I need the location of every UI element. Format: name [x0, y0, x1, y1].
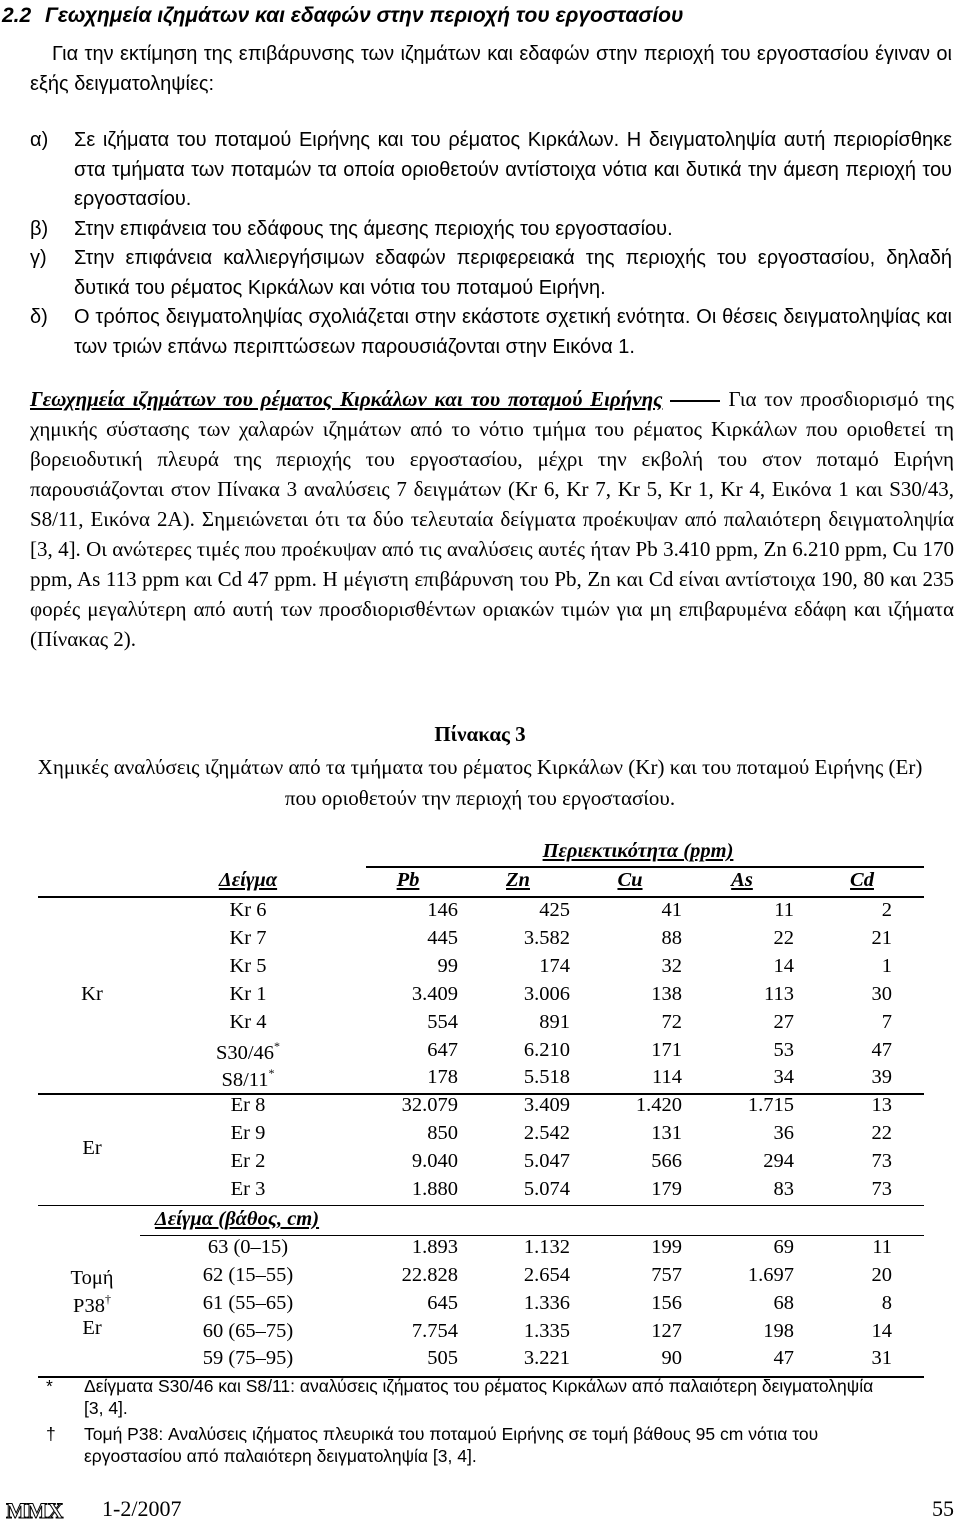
header-bottom-rule	[38, 896, 924, 898]
intro-paragraph: Για την εκτίμηση της επιβάρυνσης των ιζημάτων και εδαφών στην περιοχή του εργοστασίου έγιναν οι εξής δειγματοληψίες:	[30, 43, 952, 95]
sample-id: Kr 1	[229, 982, 267, 1005]
sample-id: 60 (65–75)	[202, 1319, 294, 1342]
table-label: Πίνακας 3	[434, 722, 526, 746]
table-cell: 113	[764, 982, 794, 1005]
table-cell: 69	[773, 1235, 794, 1258]
footnote-ref: †	[104, 1292, 111, 1307]
table-cell: 22.828	[401, 1263, 458, 1286]
table-cell: 2.542	[523, 1122, 570, 1145]
table-cell: 1.715	[747, 1094, 794, 1117]
column-header-sample: Δείγμα	[218, 869, 278, 891]
column-header-cu: Cu	[617, 869, 643, 891]
table-cell: 73	[871, 1178, 892, 1200]
table-cell: 3.582	[523, 926, 570, 949]
sample-id: Kr 6	[229, 899, 267, 921]
group-label	[0, 1292, 192, 1318]
table-cell: 3.221	[523, 1347, 570, 1370]
table-cell: 11	[774, 899, 794, 921]
group-label	[0, 983, 192, 1006]
table-cell: 1.335	[523, 1319, 570, 1342]
list-item-text: Σε ιζήματα του ποταμού Ειρήνης και του ρέματος Κιρκάλων. Η δειγματοληψία αυτή περιορίσθηκε στα τμήματα των ποταμών τα οποία οριοθετούν αντίστοιχα νότια και δυτικά την άμεση περιοχή του εργοστασίου.	[74, 129, 952, 210]
table-cell: 566	[651, 1150, 682, 1173]
table-cell: 131	[651, 1122, 682, 1145]
list-marker: α)	[30, 129, 49, 151]
table-cell: 1.893	[411, 1235, 458, 1258]
table-cell: 72	[661, 1010, 682, 1033]
sample-id: Er 3	[230, 1178, 266, 1200]
table-cell: 14	[773, 954, 794, 977]
sample-id: Er 2	[230, 1150, 266, 1173]
table-cell: 1.132	[523, 1235, 570, 1258]
footnote-ref: *	[274, 1038, 281, 1053]
sample-id: 59 (75–95)	[202, 1347, 294, 1370]
table-cell: 5.074	[523, 1178, 570, 1200]
table-cell: 39	[871, 1066, 892, 1089]
footnote-mark: *	[46, 1376, 53, 1396]
page-number: 55	[932, 1496, 954, 1521]
table-cell: 425	[539, 899, 570, 921]
table-cell: 757	[651, 1263, 682, 1286]
sample-id: Kr 5	[229, 954, 267, 977]
table-cell: 156	[651, 1291, 682, 1314]
sample-id: Kr 7	[229, 926, 267, 949]
footnote-mark: †	[46, 1424, 56, 1444]
table-cell: 7.754	[411, 1319, 458, 1342]
group-label-text: Τομή	[70, 1267, 114, 1290]
table-cell: 198	[763, 1319, 794, 1342]
table-cell: 9.040	[411, 1150, 458, 1173]
paragraph-text: Για τον προσδιορισμό της χημικής σύστασης των χαλαρών ιζημάτων από το νότιο τμήμα του ρέματος Κιρκάλων που οριοθετεί τη βορειοδυτική πλευρά της περιοχής του εργοστασίου, μέχρι την εκβολή του στον ποταμό Ειρήνη παρουσιάζονται στον Πίνακα 3 αναλύσεις 7 δειγμάτων (Kr 6, Kr 7, Kr 5, Kr 1, Kr 4, Εικόνα 1 και S30/43, S8/11, Εικόνα 2Α). Σημειώνεται ότι τα δύο τελευταία δείγματα προέκυψαν από παλαιότερη δειγματοληψία [3, 4]. Οι ανώτερες τιμές που προέκυψαν από τις αναλύσεις αυτές ήταν Pb 3.410 ppm, Zn 6.210 ppm, Cu 170 ppm, As 113 ppm και Cd 47 ppm. Η μέγιστη επιβάρυνση του Pb, Zn και Cd είναι αντίστοιχα 190, 80 και 235 φορές μεγαλύτερη από αυτή των προσδιορισθέντων οριακών τιμών για μη επιβαρυμένα εδάφη και ιζήματα (Πίνακας 2).	[30, 387, 954, 651]
group-label	[0, 1137, 192, 1160]
table-cell: 30	[871, 982, 892, 1005]
column-header-zn: Zn	[506, 869, 530, 891]
table-cell: 32.079	[401, 1094, 458, 1117]
table-cell: 146	[427, 899, 458, 921]
table-cell: 47	[773, 1347, 794, 1370]
table-cell: 1.336	[523, 1291, 570, 1314]
footnote	[46, 1423, 876, 1467]
column-header-as: As	[731, 869, 753, 891]
table-cell: 554	[427, 1010, 458, 1033]
table-cell: 99	[437, 954, 458, 977]
table-cell: 27	[773, 1010, 794, 1033]
table-cell: 90	[661, 1347, 682, 1370]
table-cell: 11	[872, 1235, 892, 1258]
footnote-text: Τομή P38: Αναλύσεις ιζήματος πλευρικά του ποταμού Ειρήνης σε τομή βάθους 95 cm νότια του εργοστασίου από παλαιότερη δειγματοληψία [3, 4].	[84, 1424, 819, 1466]
footnotes	[46, 1375, 876, 1471]
footnote-text: Δείγματα S30/46 και S8/11: αναλύσεις ιζήματος του ρέματος Κιρκάλων από παλαιότερη δειγματοληψία [3, 4].	[84, 1376, 874, 1418]
footnote	[46, 1375, 876, 1419]
sample-id: S30/46	[215, 1041, 275, 1064]
section-number: 2.2	[2, 4, 32, 27]
table-cell: 3.409	[411, 982, 458, 1005]
sample-id: Er 8	[230, 1094, 266, 1117]
table-cell: 20	[871, 1263, 892, 1286]
table-cell: 68	[773, 1291, 794, 1314]
table-cell: 21	[871, 926, 892, 949]
sample-id: Er 9	[230, 1122, 266, 1145]
table-cell: 5.047	[523, 1150, 570, 1173]
table-cell: 88	[661, 926, 682, 949]
list-marker: γ)	[30, 247, 47, 269]
table-cell: 1	[881, 954, 892, 977]
table-cell: 14	[871, 1319, 892, 1342]
sample-id: 63 (0–15)	[207, 1235, 289, 1258]
issue-date: 1-2/2007	[102, 1496, 182, 1521]
table-cell: 850	[427, 1122, 458, 1145]
table-cell: 3.006	[523, 982, 570, 1005]
table-cell: 32	[661, 954, 682, 977]
group-label-text: P38	[73, 1295, 105, 1318]
group-label	[0, 1317, 192, 1340]
table-cell: 13	[871, 1094, 892, 1117]
publisher-logo	[6, 1498, 70, 1522]
table-cell: 2	[881, 899, 892, 921]
table-cell: 36	[773, 1122, 794, 1145]
group-rule	[38, 1205, 924, 1207]
column-super-header: Περιεκτικότητα (ppm)	[542, 840, 734, 862]
table-cell: 294	[763, 1150, 794, 1173]
column-header-pb: Pb	[396, 869, 420, 891]
table-caption: Χημικές αναλύσεις ιζημάτων από τα τμήματα του ρέματος Κιρκάλων (Kr) και του ποταμού Ειρήνης (Er) που οριοθετούν την περιοχή του εργοστασίου.	[37, 755, 923, 810]
table-cell: 1.420	[635, 1094, 682, 1117]
table-cell: 47	[871, 1038, 892, 1061]
section-title: Γεωχημεία ιζημάτων και εδαφών στην περιοχή του εργοστασίου	[45, 4, 684, 27]
table-cell: 138	[651, 982, 682, 1005]
paragraph-lead: Γεωχημεία ιζημάτων του ρέματος Κιρκάλων και του ποταμού Ειρήνης	[30, 387, 663, 411]
table-cell: 31	[871, 1347, 892, 1370]
list-item-text: Ο τρόπος δειγματοληψίας σχολιάζεται στην εκάστοτε σχετική ενότητα. Οι θέσεις δειγματοληψίας και των τριών επάνω περιπτώσεων παρουσιάζονται στην Εικόνα 1.	[74, 306, 952, 358]
table-cell: 7	[881, 1010, 892, 1033]
group-label-text: Er	[82, 1136, 102, 1159]
table-cell: 22	[773, 926, 794, 949]
table-cell: 127	[651, 1319, 682, 1342]
table-cell: 171	[651, 1038, 682, 1061]
table-cell: 174	[539, 954, 570, 977]
svg-text:MMX: MMX	[6, 1498, 64, 1522]
footnote-ref: *	[268, 1066, 275, 1081]
table-cell: 1.880	[411, 1178, 458, 1200]
table-cell: 34	[773, 1066, 794, 1089]
table-cell: 73	[871, 1150, 892, 1173]
sample-id: S8/11	[221, 1069, 269, 1092]
table-cell: 1.697	[747, 1263, 794, 1286]
list-item-text: Στην επιφάνεια του εδάφους της άμεσης περιοχής του εργοστασίου.	[74, 217, 673, 240]
table-cell: 53	[773, 1038, 794, 1061]
sample-id: Kr 4	[229, 1010, 267, 1033]
group-label-text: Er	[82, 1317, 102, 1340]
table-cell: 5.518	[523, 1066, 570, 1089]
table-cell: 178	[427, 1066, 458, 1089]
group-label	[0, 1267, 192, 1290]
column-header-depth: Δείγμα (βάθος, cm)	[154, 1207, 320, 1230]
group-label-text: Kr	[81, 983, 103, 1006]
list-marker: δ)	[30, 306, 48, 328]
table-cell: 3.409	[523, 1094, 570, 1117]
table-cell: 647	[427, 1038, 458, 1061]
table-cell: 83	[773, 1178, 794, 1200]
sample-id: 62 (15–55)	[202, 1263, 294, 1286]
table-cell: 645	[427, 1291, 458, 1314]
table-cell: 41	[661, 899, 682, 921]
table-cell: 199	[651, 1235, 682, 1258]
table-cell: 8	[881, 1291, 892, 1314]
header-rule	[366, 866, 924, 868]
table-cell: 6.210	[523, 1038, 570, 1061]
table-cell: 891	[539, 1010, 570, 1033]
list-marker: β)	[30, 217, 49, 240]
sample-id: 61 (55–65)	[202, 1291, 294, 1314]
table-cell: 22	[871, 1122, 892, 1145]
table-cell: 179	[651, 1178, 682, 1200]
table-cell: 505	[427, 1347, 458, 1370]
list-item-text: Στην επιφάνεια καλλιεργήσιμων εδαφών περιφερειακά της περιοχής του εργοστασίου, δηλαδή δυτικά του ρέματος Κιρκάλων και νότια του ποταμού Ειρήνη.	[74, 247, 952, 299]
column-header-cd: Cd	[850, 869, 874, 891]
table-cell: 114	[652, 1066, 682, 1089]
table-cell: 2.654	[523, 1263, 570, 1286]
table-cell: 445	[427, 926, 458, 949]
